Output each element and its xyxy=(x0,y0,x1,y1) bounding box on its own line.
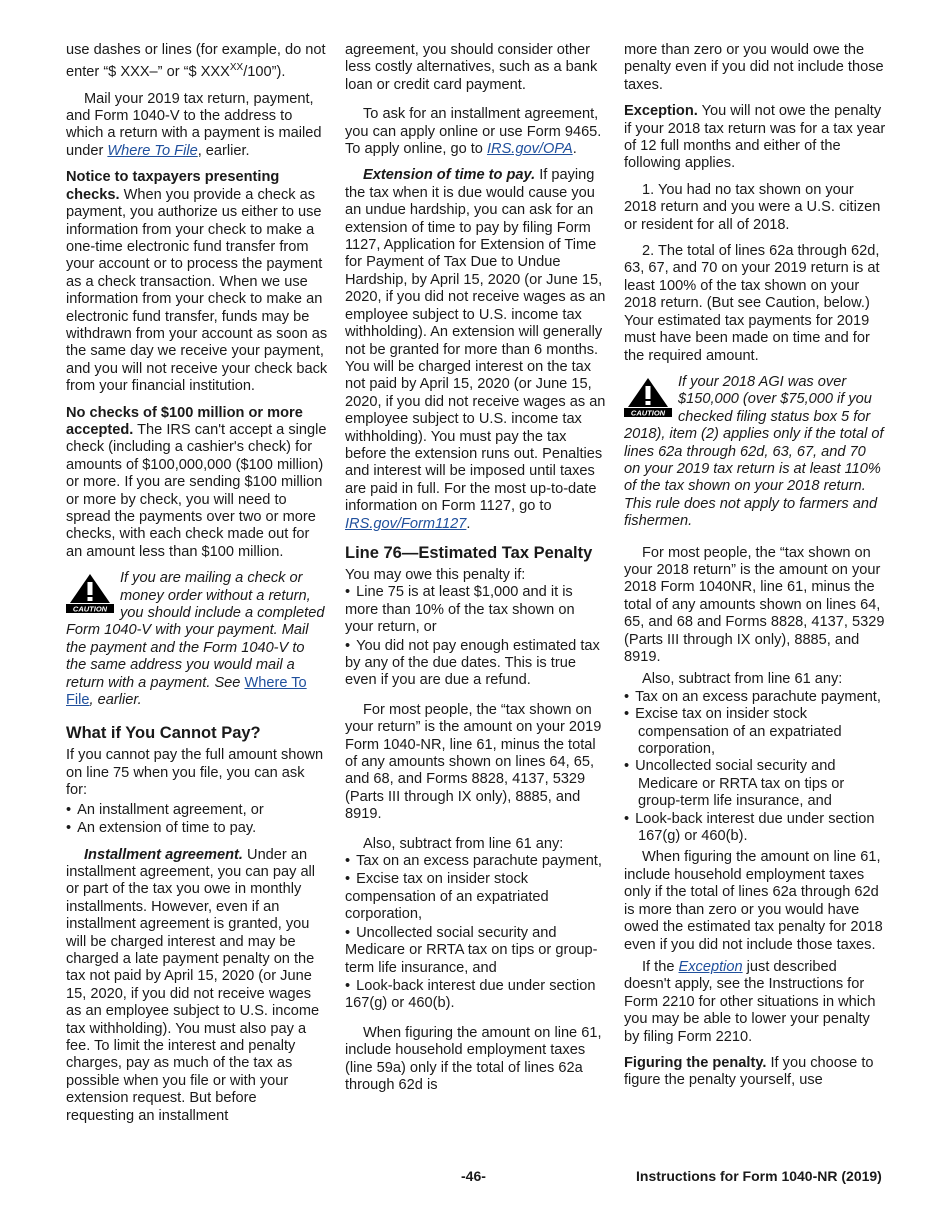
column-3 xyxy=(624,42,886,1099)
paragraph: Figuring the penalty. If you choose to figure the penalty yourself, use xyxy=(624,1054,874,1089)
column-1 xyxy=(66,42,328,1134)
paragraph: Installment agreement. Under an installment agreement, you can pay all or part of the tax you owe in monthly installments. However, even if an installment agreement is granted, you will be charged interest and may be charged a late payment penalty on the tax not paid by April 15, 2020 (or June 15, 2020, if you did not receive wages as an employee subject to U.S. income tax withholding). You must also pay a fee. To limit the interest and penalty charges, pay as much of the tax as possible when you file or with your extension request. But before requesting an installment xyxy=(66,846,320,1124)
bullet-list xyxy=(345,853,607,1013)
caution-note: CAUTION If you are mailing a check or money order without a return, you should include a completed Form 1040-V with your payment. Mail the payment and the Form 1040-V to the same address you would mail a return with a payment. See Where To File, earlier. xyxy=(66,570,325,709)
paragraph: Mail your 2019 tax return, payment, and Form 1040-V to the address to which a return with a payment is mailed under Where To File, earlier. xyxy=(66,90,322,159)
paragraph: If the Exception just described doesn't apply, see the Instructions for Form 2210 for other situations in which you may be able to lower your penalty by filing Form 2210. xyxy=(624,958,876,1045)
paragraph: Also, subtract from line 61 any: xyxy=(363,835,564,852)
paragraph: more than zero or you would owe the penalty even if you did not include those taxes. xyxy=(624,42,884,93)
caution-icon xyxy=(624,377,672,417)
list-item: • Look-back interest due under section 167(g) or 460(b). xyxy=(624,811,886,846)
run-in-heading: Figuring the penalty. xyxy=(624,1054,767,1071)
caution-label: CAUTION xyxy=(630,408,666,417)
list-item: • Line 75 is at least $1,000 and it is more than 10% of the tax shown on your return, or xyxy=(345,584,607,636)
paragraph: When figuring the amount on line 61, include household employment taxes (line 59a) only if the total of lines 62a through 62d is xyxy=(345,1024,602,1093)
paragraph: agreement, you should consider other less costly alternatives, such as a bank loan or credit card payment. xyxy=(345,42,598,93)
list-item: • Excise tax on insider stock compensation of an expatriated corporation, xyxy=(345,871,607,923)
section-heading: What if You Cannot Pay? xyxy=(66,724,261,743)
list-item: • Tax on an excess parachute payment, xyxy=(624,689,886,706)
list-item: • Tax on an excess parachute payment, xyxy=(345,853,607,870)
bullet-list xyxy=(345,584,607,689)
paragraph: 1. You had no tax shown on your 2018 return and you were a U.S. citizen or resident for all of 2018. xyxy=(624,181,881,233)
run-in-heading: Notice to taxpayers presenting checks. xyxy=(66,169,280,203)
paragraph: When figuring the amount on line 61, include household employment taxes only if the total of lines 62a through 62d is more than zero or you would have owed the estimated tax penalty for 2018 even if you did not include those taxes. xyxy=(624,849,883,953)
bullet-list xyxy=(66,802,328,838)
paragraph: For most people, the “tax shown on your 2018 return” is the amount on your 2018 Form 1040NR, line 61, minus the total of any amounts shown on lines 64, 65, and 68 and Forms 8828, 4137, 5329 (Parts III through IX only), 8885, and 8919. xyxy=(624,544,885,665)
paragraph: You may owe this penalty if: xyxy=(345,566,526,583)
page-number: -46- xyxy=(461,1168,486,1184)
list-item: • Uncollected social security and Medicare or RRTA tax on tips or group-term life insurance, and xyxy=(624,758,886,810)
paragraph: 2. The total of lines 62a through 62d, 63, 67, and 70 on your 2019 return is at least 100% of the tax shown on your 2018 return. (But see Caution, below.) Your estimated tax payments for 2019 must have been made on time and for the required amount. xyxy=(624,243,880,364)
paragraph: Exception. You will not owe the penalty if your 2018 tax return was for a tax year of 12 full months and either of the following applies. xyxy=(624,103,886,172)
run-in-heading: No checks of $100 million or more accepted. xyxy=(66,404,303,438)
list-item: • An extension of time to pay. xyxy=(66,820,328,837)
irs-opa-link[interactable]: IRS.gov/OPA xyxy=(486,141,573,158)
paragraph: Notice to taxpayers presenting checks. When you provide a check as payment, you authorize us either to use information from your check to make a one-time electronic fund transfer from your account or to process the payment as a check transaction. When we use information from your check to make an electronic fund transfer, funds may be withdrawn from your account as soon as the same day we receive your payment, and you will not receive your check back from your financial institution. xyxy=(66,169,328,395)
list-item: • Uncollected social security and Medicare or RRTA tax on tips or group-term life insurance, and xyxy=(345,925,607,977)
list-item: • You did not pay enough estimated tax by any of the due dates. This is true even if you are due a refund. xyxy=(345,638,607,690)
paragraph: No checks of $100 million or more accepted. The IRS can't accept a single check (including a cashier's check) for amounts of $100,000,000 ($100 million) or more. If you are sending $100 million or more by check, you will need to spread the payments over two or more checks, with each check made out for an amount less than $100 million. xyxy=(66,404,327,560)
run-in-heading: Exception. xyxy=(624,103,698,120)
irs-form1127-link[interactable]: IRS.gov/Form1127 xyxy=(345,515,467,532)
list-item: • Look-back interest due under section 167(g) or 460(b). xyxy=(345,978,607,1013)
caution-label: CAUTION xyxy=(72,604,108,614)
section-heading: Line 76—Estimated Tax Penalty xyxy=(345,543,593,562)
paragraph: For most people, the “tax shown on your return” is the amount on your 2019 Form 1040-NR, line 61, minus the total of any amounts shown on lines 64, 65, and 68, and Forms 8828, 4137, 5329 (Parts III through IX only), 8885, and 8919. xyxy=(345,701,602,823)
where-to-file-link[interactable]: Where To File xyxy=(66,674,307,709)
paragraph: If you cannot pay the full amount shown on line 75 when you file, you can ask for: xyxy=(66,747,324,799)
list-item: • An installment agreement, or xyxy=(66,802,328,819)
bullet-list xyxy=(624,689,886,846)
paragraph: To ask for an installment agreement, you can apply online or use Form 9465. To apply online, go to IRS.gov/OPA. xyxy=(345,106,602,158)
form-title: Instructions for Form 1040-NR (2019) xyxy=(636,1168,882,1184)
caution-icon xyxy=(66,573,114,613)
run-in-heading: Installment agreement. xyxy=(84,846,243,863)
paragraph: Extension of time to pay. If paying the tax when it is due would cause you an undue hardship, you can ask for an extension of time to pay by filing Form 1127, Application for Extension of Time for Payment of Tax Due to Undue Hardship, by April 15, 2020 (or June 15, 2020, if you did not receive wages as an employee subject to U.S. income tax withholding). An extension will generally not be granted for more than 6 months. You will be charged interest on the tax not paid by April 15, 2020 (or June 15, 2020, if you did not receive wages as an employee subject to U.S. income tax withholding). You must pay the tax before the extension runs out. Penalties and interest will be imposed until taxes are paid in full. For the most up-to-date information on Form 1127, go to IRS.gov/Form1127. xyxy=(345,167,606,532)
exception-link[interactable]: Exception xyxy=(678,958,743,975)
paragraph: Also, subtract from line 61 any: xyxy=(642,671,843,688)
column-2 xyxy=(345,42,607,1103)
list-item: • Excise tax on insider stock compensation of an expatriated corporation, xyxy=(624,706,886,758)
run-in-heading: Extension of time to pay. xyxy=(363,167,536,184)
caution-note: CAUTION If your 2018 AGI was over $150,000 (over $75,000 if you checked filing status box 5 for 2018), item (2) applies only if the total of lines 62a through 62d, 63, 67, and 70 on your 2019 tax return is at least 110% of the tax shown on your 2018 return. This rule does not apply to farmers and fishermen. xyxy=(624,373,884,530)
paragraph: use dashes or lines (for example, do not enter “$ XXX–” or “$ $XXX^{XX}/100$”). xyxy=(66,42,326,81)
where-to-file-link[interactable]: Where To File xyxy=(107,142,198,159)
